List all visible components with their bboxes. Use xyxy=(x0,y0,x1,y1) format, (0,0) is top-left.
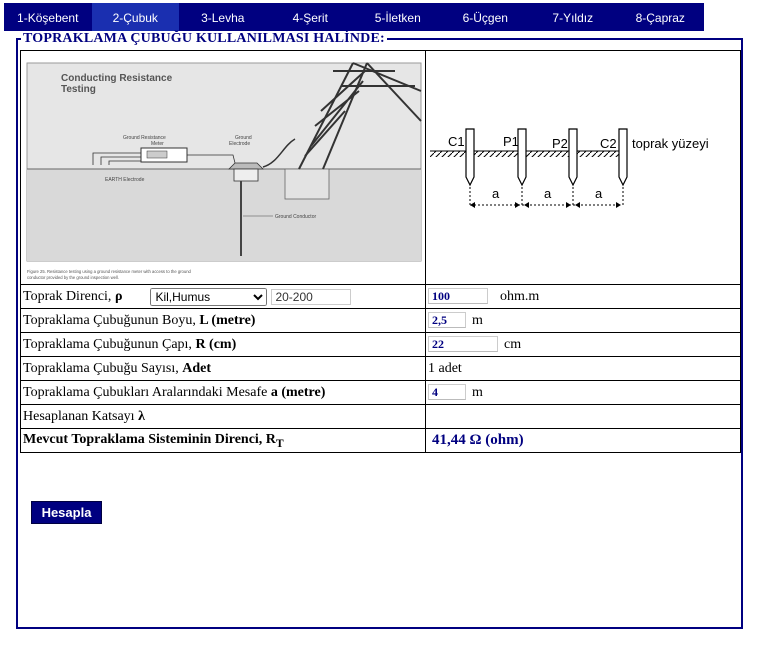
length-label-text: Topraklama Çubuğunun Boyu, xyxy=(23,312,200,328)
spacing-unit: m xyxy=(472,384,483,400)
spacing-label-1: a xyxy=(492,186,500,201)
electrode-label-2: Electrode xyxy=(229,141,251,147)
spacing-value-cell xyxy=(426,381,741,405)
figure-title-1: Conducting Resistance xyxy=(61,73,173,84)
figure-cell xyxy=(21,51,426,285)
table-row xyxy=(21,429,741,453)
count-value: 1 adet xyxy=(426,357,741,381)
figure-caption-2: conductor provided by the ground inspection well. xyxy=(27,275,119,280)
rho-symbol: ρ xyxy=(114,288,123,304)
length-input[interactable] xyxy=(428,312,466,328)
total-resistance-cell xyxy=(426,429,741,453)
calculation-table xyxy=(20,50,741,453)
count-label-bold: Adet xyxy=(182,360,212,376)
tab-levha[interactable]: 3-Levha xyxy=(201,11,245,25)
resistivity-label xyxy=(21,285,426,309)
surface-label: toprak yüzeyi xyxy=(632,136,709,151)
meter-label-1: Ground Resistance xyxy=(123,135,166,141)
tab-bar xyxy=(4,3,704,31)
table-row xyxy=(21,309,741,333)
diameter-label-text: Topraklama Çubuğunun Çapı, xyxy=(23,336,196,352)
probe-p1-label: P1 xyxy=(503,134,519,149)
total-resistance-sub: T xyxy=(275,436,284,450)
length-unit: m xyxy=(472,312,483,328)
diameter-label-bold: R (cm) xyxy=(195,336,237,352)
meter-label-2: Meter xyxy=(151,141,164,147)
diameter-label xyxy=(21,333,426,357)
tab-serit[interactable]: 4-Şerit xyxy=(292,11,328,25)
resistivity-range-field[interactable] xyxy=(271,289,351,305)
diameter-unit: cm xyxy=(504,336,522,352)
total-resistance-label-text: Mevcut Topraklama Sisteminin Direnci, R xyxy=(23,431,276,447)
spacing-input[interactable] xyxy=(428,384,466,400)
count-label xyxy=(21,357,426,381)
earth-label: EARTH Electrode xyxy=(105,177,145,183)
section-title: TOPRAKLAMA ÇUBUĞU KULLANILMASI HALİNDE: xyxy=(23,31,385,46)
spacing-label-3: a xyxy=(595,186,603,201)
spacing-label-text: Topraklama Çubukları Aralarındaki Mesafe xyxy=(23,384,271,400)
resistivity-unit: ohm.m xyxy=(500,288,540,304)
resistance-testing-figure xyxy=(23,51,423,284)
tab-iletken[interactable]: 5-İletken xyxy=(374,11,421,25)
spacing-label-bold: a (metre) xyxy=(270,384,326,400)
probe-p2-label: P2 xyxy=(552,136,568,151)
resistivity-label-text: Toprak Direnci, xyxy=(23,288,115,304)
lambda-symbol: λ xyxy=(138,408,145,424)
conductor-label: Ground Conductor xyxy=(275,214,317,220)
calculate-button[interactable]: Hesapla xyxy=(31,501,102,524)
resistivity-value-cell xyxy=(426,285,741,309)
probe-c2-label: C2 xyxy=(600,136,617,151)
diameter-input[interactable] xyxy=(428,336,498,352)
soil-type-select[interactable] xyxy=(150,288,267,306)
table-row xyxy=(21,405,741,429)
table-row xyxy=(21,285,741,309)
table-row xyxy=(21,357,741,381)
coefficient-value xyxy=(426,405,741,429)
tab-cubuk[interactable]: 2-Çubuk xyxy=(92,3,180,31)
table-row xyxy=(21,333,741,357)
spacing-label-2: a xyxy=(544,186,552,201)
figure-caption-1: Figure 25. Resistance testing using a ground resistance meter with access to the ground xyxy=(27,269,191,274)
resistivity-input[interactable] xyxy=(428,288,488,304)
total-resistance-label xyxy=(21,429,426,453)
tab-yildiz[interactable]: 7-Yıldız xyxy=(552,11,594,25)
tab-kosebent[interactable]: 1-Köşebent xyxy=(17,11,79,25)
table-row xyxy=(21,381,741,405)
probe-c1-label: C1 xyxy=(448,134,465,149)
electrode-label-1: Ground xyxy=(235,135,252,141)
coefficient-label xyxy=(21,405,426,429)
diagram-cell xyxy=(426,51,741,285)
tab-ucgen[interactable]: 6-Üçgen xyxy=(462,11,508,25)
diameter-value-cell xyxy=(426,333,741,357)
spacing-label xyxy=(21,381,426,405)
length-label-bold: L (metre) xyxy=(199,312,256,328)
length-value-cell xyxy=(426,309,741,333)
count-label-text: Topraklama Çubuğu Sayısı, xyxy=(23,360,183,376)
four-probe-diagram xyxy=(428,51,738,284)
coefficient-label-text: Hesaplanan Katsayı xyxy=(23,408,139,424)
tab-capraz[interactable]: 8-Çapraz xyxy=(635,11,685,25)
length-label xyxy=(21,309,426,333)
figure-title-2: Testing xyxy=(61,84,96,95)
total-resistance-value: 41,44 Ω (ohm) xyxy=(432,432,524,448)
